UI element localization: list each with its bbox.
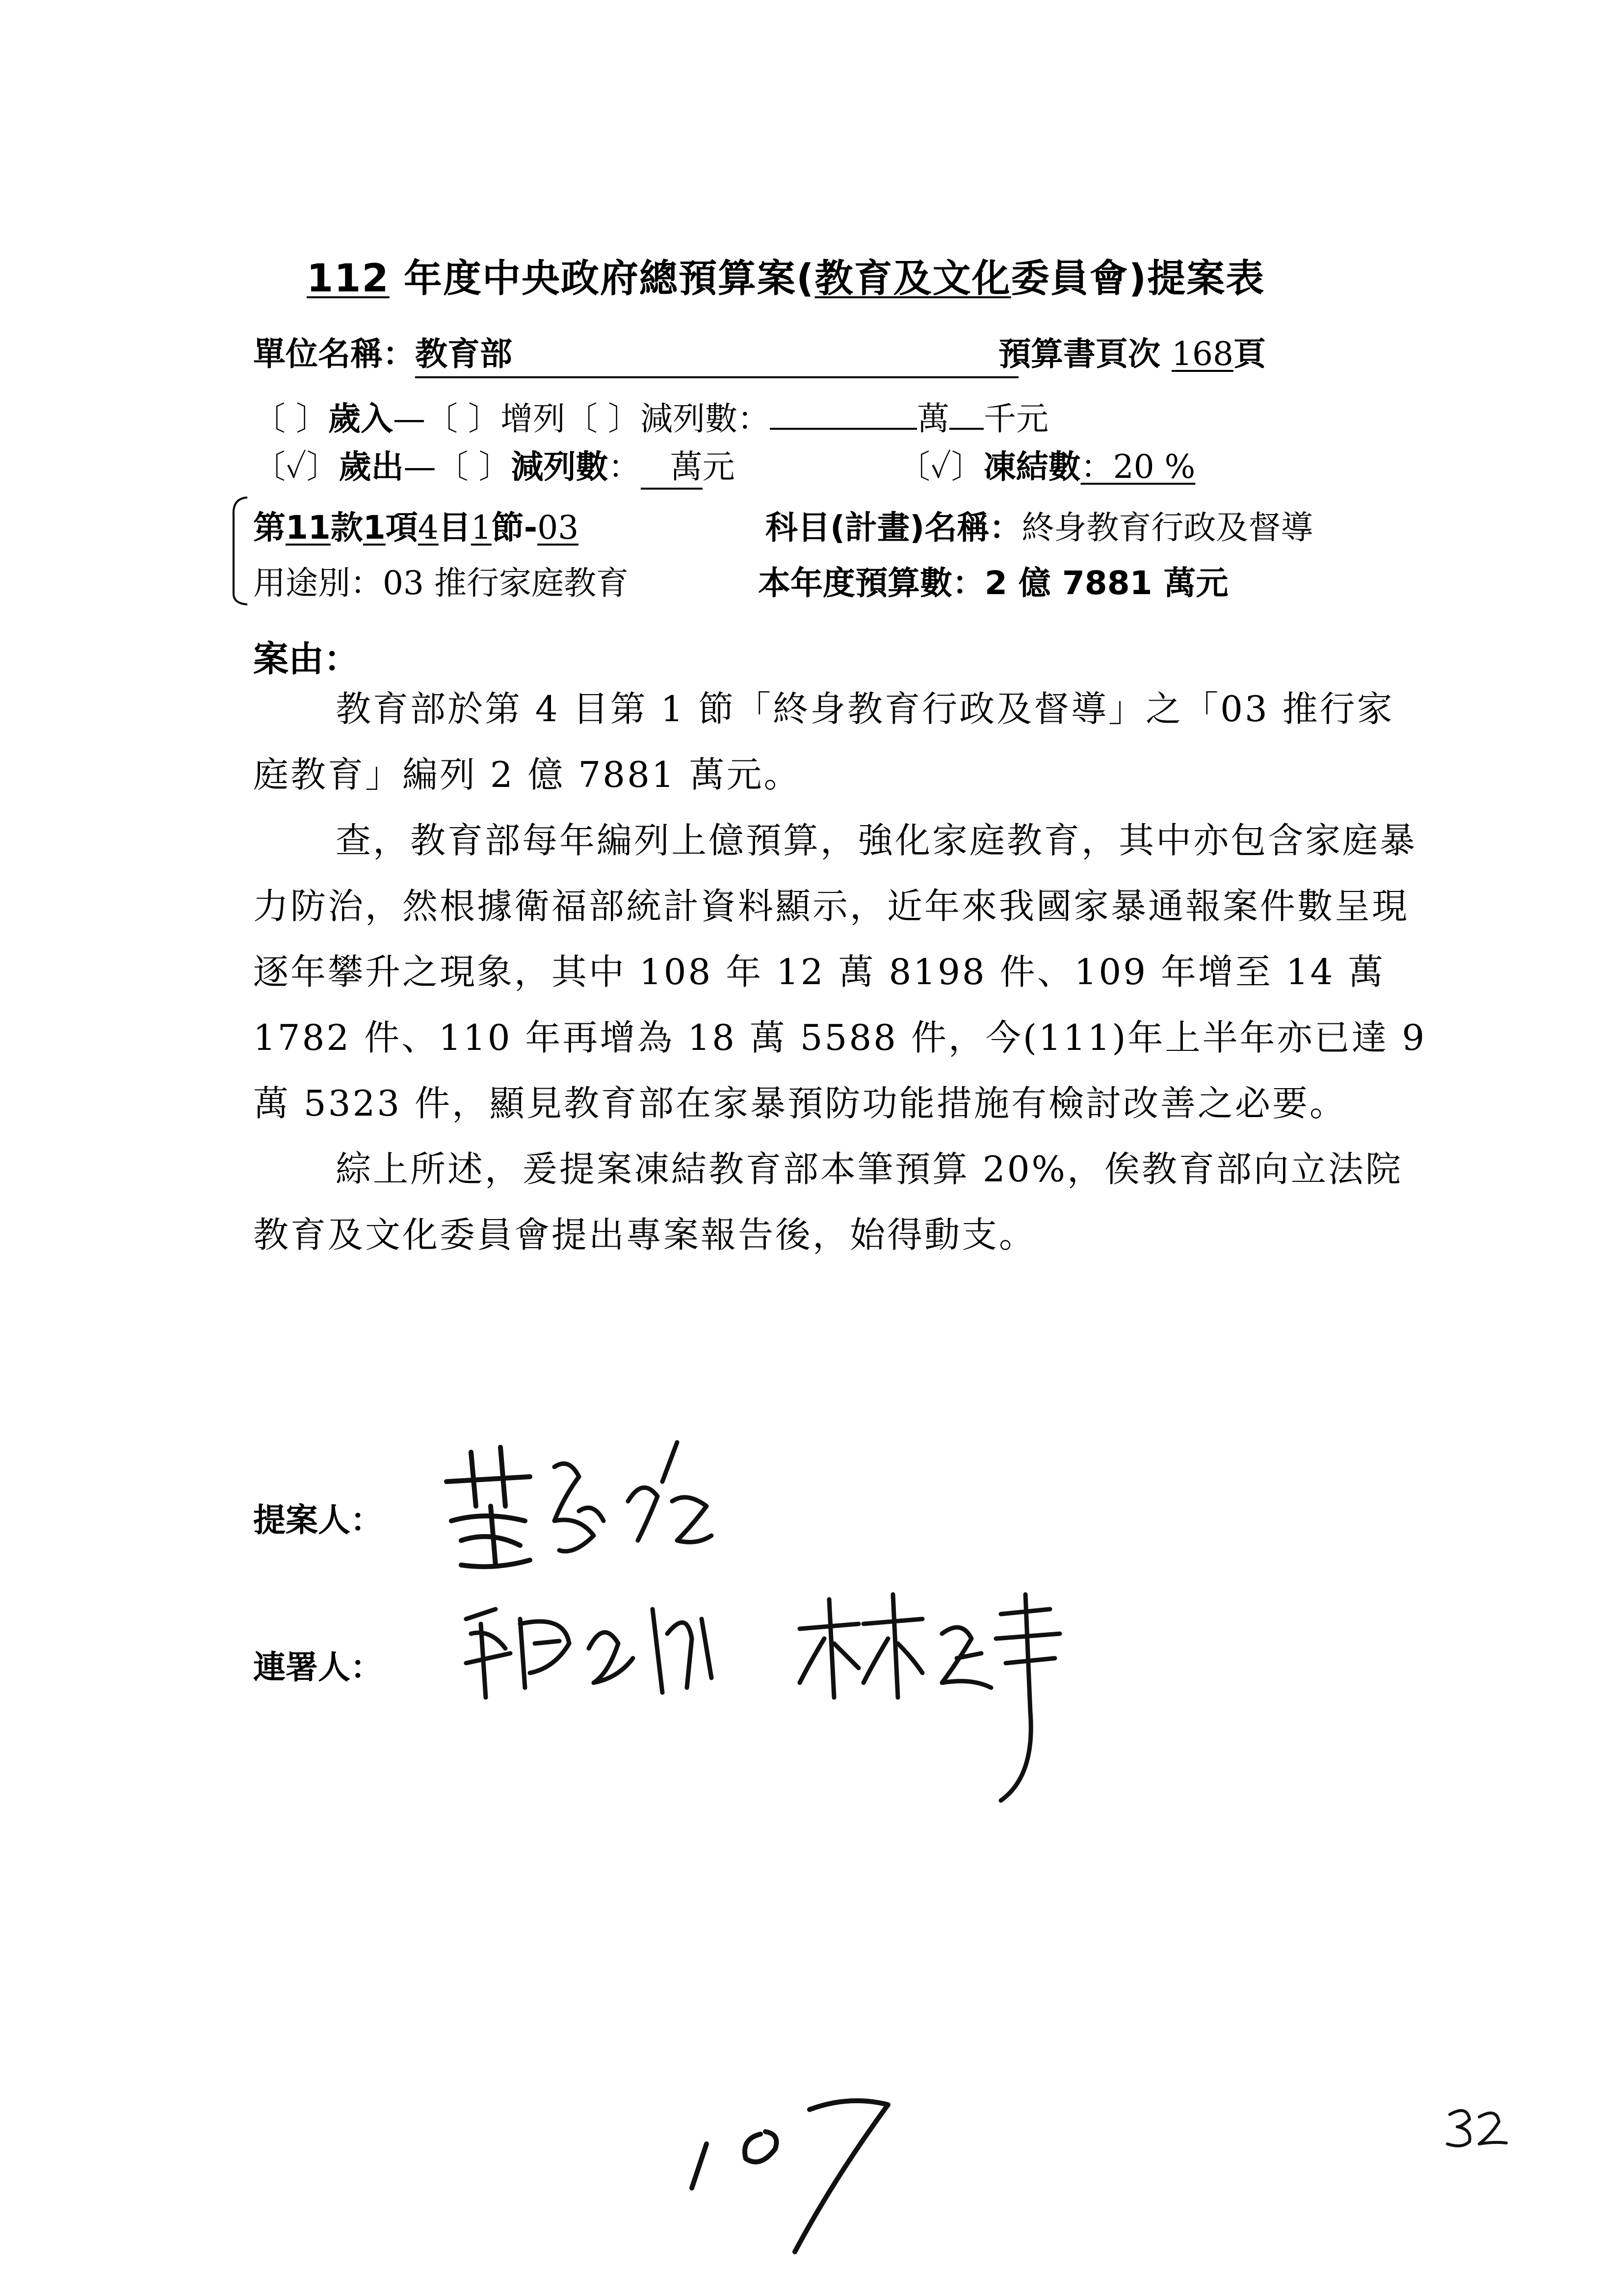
title-year: 112	[307, 257, 390, 301]
revenue-qian-blank	[949, 398, 984, 430]
subject-label: 科目(計畫)名稱：	[765, 509, 1022, 547]
revenue-label: 歲入	[328, 400, 393, 438]
revenue-row	[253, 392, 1048, 439]
budget-page-row	[998, 328, 1266, 374]
section-kuan: 款	[330, 509, 363, 547]
revenue-qian-yuan: 千元	[983, 400, 1048, 438]
reason-paragraph-2: 查，教育部每年編列上億預算，強化家庭教育，其中亦包含家庭暴力防治，然根據衛福部統計資料顯示，近年來我國家暴通報案件數呈現逐年攀升之現象，其中 108 年 12 萬 8198 件、109 年增至 14 萬 1782 件、110 年再增為 18 萬 5588 件，今(111)年上半年亦已達 9 萬 5323 件，顯見教育部在家暴預防功能措施有檢討改善之必要。	[253, 820, 1427, 1124]
section-kuan-no: 11	[286, 509, 331, 547]
expenditure-check: 〔✓〕	[253, 448, 339, 486]
revenue-wan: 萬	[917, 400, 949, 438]
section-jie-sub: 03	[537, 509, 579, 547]
expenditure-dash: —	[403, 448, 436, 486]
revenue-decrease: 減列數：	[640, 400, 770, 438]
title-committee: 教育及文化	[814, 257, 1011, 301]
revenue-dash: —	[393, 400, 425, 438]
section-mu-no: 4	[418, 509, 439, 547]
freeze-row	[898, 441, 1195, 487]
revenue-increase: 增列	[500, 400, 565, 438]
expenditure-decrease-check: 〔 〕	[436, 448, 511, 486]
budget-label: 本年度預算數：	[758, 564, 985, 602]
revenue-check: 〔 〕	[253, 400, 328, 438]
reason-paragraph-1: 教育部於第 4 目第 1 節「終身教育行政及督導」之「03 推行家庭教育」編列 2 億 7881 萬元。	[253, 688, 1394, 795]
budget-page-suffix: 頁	[1233, 335, 1266, 373]
reason-heading: 案由：	[253, 638, 360, 679]
section-bracket	[230, 496, 249, 606]
cosigners-label: 連署人：	[253, 1648, 383, 1686]
proposer-signature	[432, 1423, 775, 1580]
revenue-amount-blank	[770, 398, 917, 430]
revenue-increase-check: 〔 〕	[425, 400, 500, 438]
freeze-label: 凍結數	[983, 448, 1081, 486]
title-pre: 年度中央政府總預算案(	[389, 257, 815, 301]
cosigner-signature-1	[456, 1590, 760, 1717]
section-row	[253, 501, 578, 548]
expenditure-row	[253, 441, 735, 487]
section-xiang: 項	[385, 509, 418, 547]
budget-row	[758, 557, 1229, 603]
subject-row	[765, 501, 1313, 548]
section-di: 第	[253, 509, 286, 547]
unit-row	[253, 328, 1019, 378]
page-title	[307, 248, 1265, 303]
revenue-decrease-check: 〔 〕	[565, 400, 640, 438]
title-post: 委員會)提案表	[1011, 257, 1265, 301]
section-jie-no: 1	[471, 509, 492, 547]
handwritten-page-number	[687, 2051, 913, 2257]
section-xiang-no: 1	[363, 509, 386, 547]
reason-paragraph-3: 綜上所述，爰提案凍結教育部本筆預算 20%，俟教育部向立法院教育及文化委員會提出專案報告後，始得動支。	[253, 1148, 1403, 1255]
expenditure-yuan: 元	[702, 448, 735, 486]
purpose-row	[253, 557, 629, 603]
expenditure-label: 歲出	[339, 448, 404, 486]
expenditure-colon: ：	[608, 448, 641, 486]
cosigner-signature-2	[795, 1590, 1070, 1805]
freeze-value: ：20 %	[1080, 448, 1196, 486]
expenditure-decrease: 減列數	[511, 448, 608, 486]
corner-number	[1442, 2100, 1511, 2154]
unit-label: 單位名稱：	[253, 335, 415, 373]
unit-value: 教育部	[415, 328, 1019, 378]
subject-value: 終身教育行政及督導	[1022, 509, 1313, 547]
purpose-value: 03 推行家庭教育	[383, 564, 629, 602]
budget-page-label: 預算書頁次	[998, 335, 1172, 373]
section-mu: 目	[438, 509, 471, 547]
freeze-check: 〔✓〕	[898, 448, 984, 486]
budget-value: 2 億 7881 萬元	[985, 564, 1229, 602]
proposer-label: 提案人：	[253, 1501, 383, 1539]
expenditure-wan: 萬	[641, 448, 703, 490]
budget-page-value: 168	[1171, 335, 1233, 373]
section-jie: 節-	[491, 509, 538, 547]
purpose-label: 用途別：	[253, 564, 383, 602]
